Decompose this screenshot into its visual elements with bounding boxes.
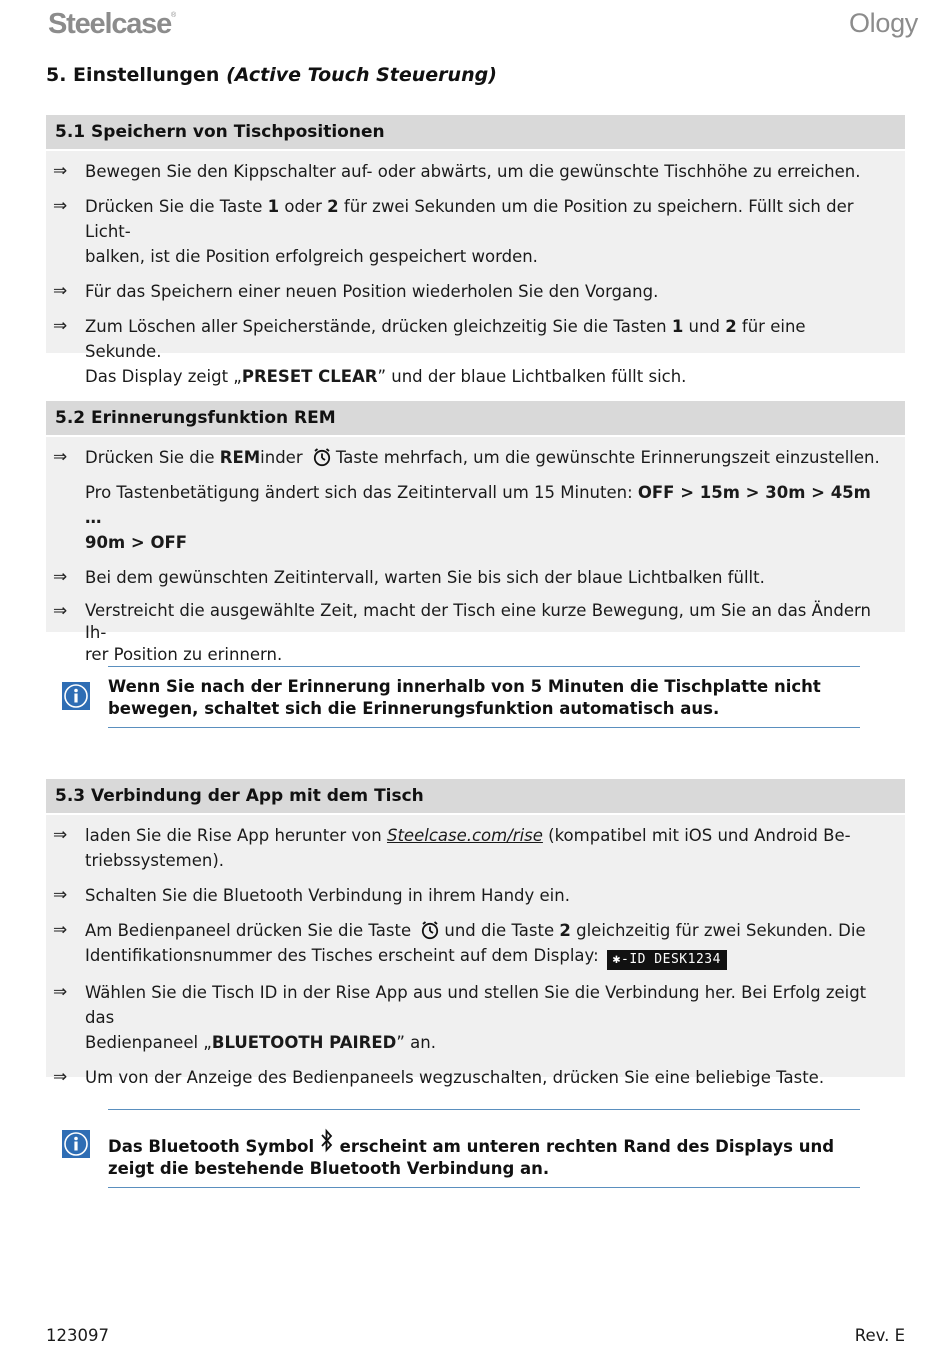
key-2: 2: [725, 317, 737, 336]
timer-icon: [420, 920, 440, 940]
title-italic: (Active Touch Steuerung): [226, 64, 497, 86]
arrow-icon: ⇒: [53, 196, 68, 216]
display-message: BLUETOOTH PAIRED: [211, 1033, 397, 1052]
arrow-icon: ⇒: [53, 885, 68, 905]
item-text: Schalten Sie die Bluetooth Verbindung in ihrem Handy ein.: [85, 886, 570, 905]
list-item: [46, 1065, 905, 1090]
timer-icon: [312, 447, 332, 467]
section-heading: 5.1 Speichern von Tischpositionen: [46, 115, 905, 151]
arrow-icon: ⇒: [53, 447, 68, 467]
item-text: triebssystemen).: [85, 851, 225, 870]
list-item: [46, 314, 905, 389]
item-text: und die Taste: [444, 921, 560, 940]
document-number: 123097: [46, 1326, 109, 1345]
item-text: Am Bedienpaneel drücken Sie die Taste: [85, 921, 417, 940]
title-text: 5. Einstellungen: [46, 64, 227, 86]
interval-sequence: OFF > 15m > 30m > 45m …: [85, 483, 871, 527]
info-icon: [62, 682, 90, 710]
arrow-icon: ⇒: [53, 316, 68, 336]
bluetooth-icon: [320, 1128, 334, 1154]
note-text: Wenn Sie nach der Erinnerung innerhalb von 5 Minuten die Tischplatte nicht: [108, 677, 821, 696]
brand-mark: ®: [171, 12, 177, 19]
key-2: 2: [327, 197, 339, 216]
item-text: Drücken Sie die: [85, 448, 220, 467]
item-text: oder: [279, 197, 328, 216]
key-2: 2: [559, 921, 571, 940]
section-5-3: [46, 779, 905, 1087]
key-1: 1: [671, 317, 684, 336]
list-item: [46, 980, 905, 1055]
item-text: rer Position zu erinnern.: [85, 645, 283, 664]
item-text: Identifikationsnummer des Tisches erscheint auf dem Display:: [85, 946, 599, 965]
note-text: Das Bluetooth Symbol: [108, 1137, 320, 1156]
item-text: Zum Löschen aller Speicherstände, drücken gleichzeitig Sie die Tasten: [85, 317, 672, 336]
reminder-bold: REM: [219, 448, 261, 467]
list-item: [46, 445, 905, 470]
item-text: Verstreicht die ausgewählte Zeit, macht der Tisch eine kurze Bewegung, um Sie an das Ändern Ih-: [85, 601, 871, 642]
arrow-icon: ⇒: [53, 982, 68, 1002]
section-heading: 5.2 Erinnerungsfunktion REM: [46, 401, 905, 437]
item-text: für zwei Sekunden um die Position zu speichern. Füllt sich der Licht-: [85, 197, 854, 241]
item-text: Drücken Sie die Taste: [85, 197, 268, 216]
section-5-2: [46, 401, 905, 664]
key-1: 1: [267, 197, 280, 216]
arrow-icon: ⇒: [53, 567, 68, 587]
list-item: [46, 918, 905, 970]
item-text: Bewegen Sie den Kippschalter auf- oder abwärts, um die gewünschte Tischhöhe zu erreichen.: [85, 162, 861, 181]
list-item: [46, 600, 905, 666]
arrow-icon: ⇒: [53, 1067, 68, 1087]
list-item: [46, 194, 905, 269]
interval-sequence-end: 90m > OFF: [85, 533, 188, 552]
item-text: ” an.: [396, 1033, 436, 1052]
desk-id-display: ✱-ID DESK1234: [607, 950, 727, 970]
item-text: Das Display zeigt „: [85, 367, 242, 386]
note-text: bewegen, schaltet sich die Erinnerungsfunktion automatisch aus.: [108, 699, 720, 718]
note-text: erscheint am unteren rechten Rand des Displays und: [333, 1137, 835, 1156]
list-item: [46, 159, 905, 184]
item-text: ” und der blaue Lichtbalken füllt sich.: [377, 367, 687, 386]
page-title: [46, 64, 497, 86]
item-text: laden Sie die Rise App herunter von: [85, 826, 387, 845]
info-icon: [62, 1130, 90, 1158]
item-text: (kompatibel mit iOS und Android Be-: [542, 826, 851, 845]
arrow-icon: ⇒: [53, 281, 68, 301]
item-list: [46, 437, 905, 666]
info-note: [108, 1109, 860, 1188]
list-item: [46, 279, 905, 304]
display-message: PRESET CLEAR: [241, 367, 378, 386]
steelcase-rise-link[interactable]: Steelcase.com/rise: [386, 826, 543, 845]
item-list: [46, 815, 905, 1090]
arrow-icon: ⇒: [53, 161, 68, 181]
item-text: inder: [260, 448, 303, 467]
item-text: und: [683, 317, 726, 336]
list-item: [46, 565, 905, 590]
list-paragraph: [46, 480, 905, 555]
item-text: Wählen Sie die Tisch ID in der Rise App aus und stellen Sie die Verbindung her. Bei Erfolg zeigt das: [85, 983, 867, 1027]
item-text: für eine Sekunde.: [85, 317, 806, 361]
note-text: zeigt die bestehende Bluetooth Verbindung an.: [108, 1159, 550, 1178]
ology-logo: Ology: [848, 8, 918, 38]
section-heading: 5.3 Verbindung der App mit dem Tisch: [46, 779, 905, 815]
info-note: [108, 666, 860, 728]
item-text: balken, ist die Position erfolgreich gespeichert worden.: [85, 247, 538, 266]
item-text: Um von der Anzeige des Bedienpaneels wegzuschalten, drücken Sie eine beliebige Taste.: [85, 1068, 825, 1087]
arrow-icon: ⇒: [53, 601, 68, 621]
list-item: [46, 823, 905, 873]
arrow-icon: ⇒: [53, 825, 68, 845]
list-item: [46, 883, 905, 908]
item-text: Taste mehrfach, um die gewünschte Erinnerungszeit einzustellen.: [335, 448, 880, 467]
item-text: Bedienpaneel „: [85, 1033, 212, 1052]
arrow-icon: ⇒: [53, 920, 68, 940]
item-text: Für das Speichern einer neuen Position wiederholen Sie den Vorgang.: [85, 282, 659, 301]
brand-name: Steelcase: [48, 8, 172, 40]
section-5-1: [46, 115, 905, 386]
item-text: Bei dem gewünschten Zeitintervall, warten Sie bis sich der blaue Lichtbalken füllt.: [85, 568, 765, 587]
item-text: gleichzeitig für zwei Sekunden. Die: [570, 921, 866, 940]
revision-label: Rev. E: [854, 1326, 905, 1345]
item-text: Pro Tastenbetätigung ändert sich das Zeitintervall um 15 Minuten:: [85, 483, 638, 502]
steelcase-logo: [48, 8, 176, 41]
item-list: [46, 151, 905, 389]
